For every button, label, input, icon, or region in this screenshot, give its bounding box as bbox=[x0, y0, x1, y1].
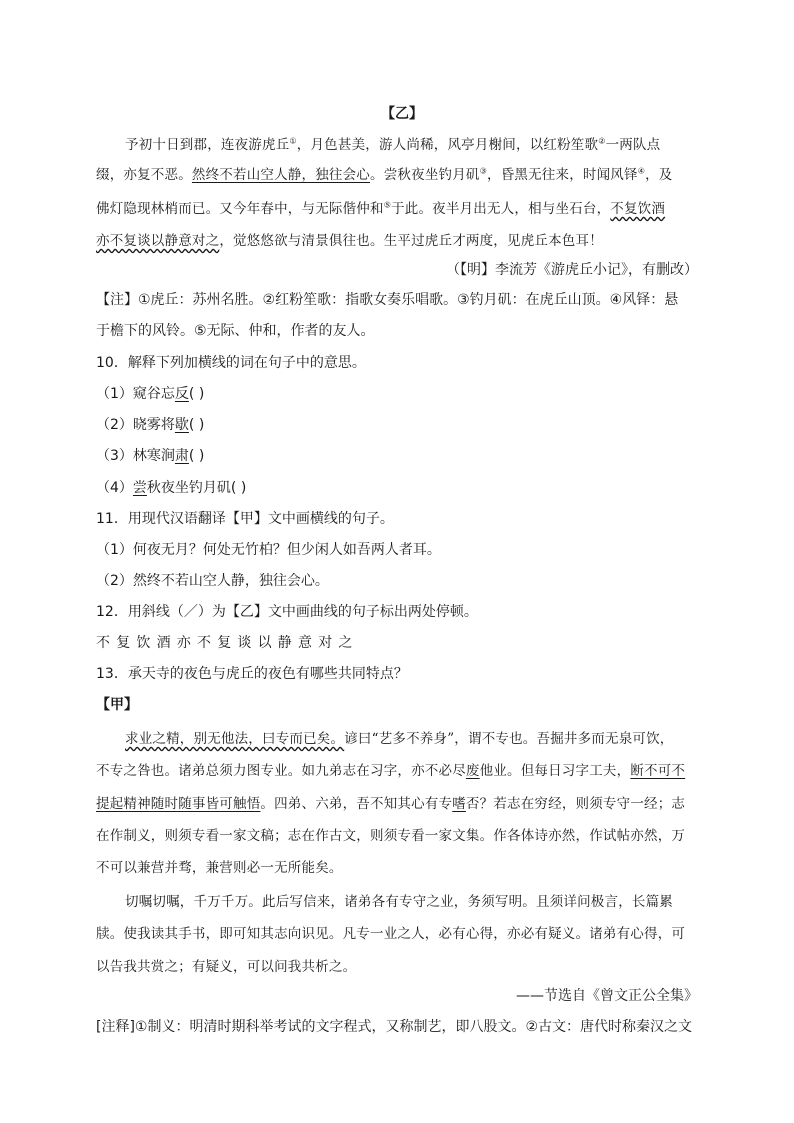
text-run: 谚曰“艺多不养身”，谓不专也。吾掘井多而无泉可饮， bbox=[344, 731, 674, 747]
question-10-item-1 bbox=[96, 383, 204, 403]
jia-line-4: 在作制义，则须专看一家文稿；志在作古文，则须专看一家文集。作各体诗亦然，作试帖亦然，万 bbox=[96, 828, 686, 844]
text-run: （2）晓雾将 bbox=[96, 417, 175, 433]
question-11-sentence-1: （1）何夜无月？何处无竹柏？但少闲人如吾两人者耳。 bbox=[96, 542, 441, 558]
underlined-sentence: 然终不若山空人静，独往会心 bbox=[191, 167, 371, 183]
text-run: 佛灯隐现林梢而已。又今年春中，与无际偕仲和 bbox=[96, 201, 384, 217]
text-run: ，及 bbox=[645, 167, 673, 183]
jia-line-6: 切嘱切嘱，千万千万。此后写信来，诸弟各有专守之业，务须写明。且须详问极言，长篇累 bbox=[125, 894, 673, 910]
text-run: 他业。但每日习字工夫， bbox=[479, 763, 631, 779]
footnote-marker: ④ bbox=[637, 166, 646, 176]
jia-line-2 bbox=[96, 759, 685, 779]
jia-source: ——节选自《曾文正公全集》 bbox=[516, 988, 698, 1004]
answer-blank: ( ) bbox=[188, 448, 205, 464]
text-run: 一两队点 bbox=[605, 137, 661, 153]
answer-blank: 秋夜坐钓月矶( ) bbox=[146, 480, 247, 496]
wavy-underlined-sentence: 不复饮酒 bbox=[610, 201, 666, 217]
target-word: 尝 bbox=[132, 480, 147, 496]
target-word: 嗜 bbox=[452, 796, 466, 812]
text-run: 予初十日到郡，连夜游虎丘 bbox=[125, 137, 290, 153]
yi-line-2 bbox=[96, 163, 672, 183]
jia-line-7: 牍。使我读其手书，即可知其志向识见。凡专一业之人，必有心得，亦必有疑义。诸弟有心得，可 bbox=[96, 926, 686, 942]
question-11-sentence-2: （2）然终不若山空人静，独往会心。 bbox=[96, 573, 329, 589]
wavy-underlined-sentence: 亦不复谈以静意对之 bbox=[96, 233, 220, 249]
jia-note: [注释]①制义：明清时期科举考试的文字程式，又称制艺，即八股文。②古文：唐代时称秦汉之文 bbox=[96, 1019, 693, 1035]
footnote-marker: ① bbox=[289, 136, 297, 146]
text-run: 缀，亦复不恶。 bbox=[96, 167, 192, 183]
jia-line-8: 以告我共赏之；有疑义，可以问我共析之。 bbox=[96, 959, 357, 975]
yi-line-4 bbox=[96, 229, 603, 249]
jia-line-3 bbox=[96, 792, 685, 812]
jia-line-1 bbox=[125, 727, 674, 747]
text-run: 于此。夜半月出无人，相与坐石台， bbox=[391, 201, 611, 217]
text-run: （3）林寒涧 bbox=[96, 448, 175, 464]
question-10-item-3 bbox=[96, 445, 204, 465]
target-word: 肃 bbox=[174, 448, 189, 464]
yi-line-1 bbox=[125, 133, 660, 153]
text-run: （1）窥谷忘 bbox=[96, 386, 175, 402]
text-run: ，觉悠悠欲与清景俱往也。生平过虎丘才两度，见虎丘本色耳！ bbox=[219, 233, 603, 249]
yi-source: （【明】李流芳《游虎丘小记》，有删改） bbox=[446, 262, 698, 278]
text-run: 不专之咎也。诸弟总须力图专业。如九弟志在习字，亦不必尽 bbox=[96, 763, 466, 779]
text-run: 。四弟、六弟，吾不知其心有专 bbox=[260, 796, 453, 812]
answer-blank: ( ) bbox=[188, 417, 205, 433]
answer-blank: ( ) bbox=[188, 386, 205, 402]
underlined-sentence: 提起精神随时随事皆可触悟 bbox=[96, 796, 261, 812]
question-10-stem: 10．解释下列加横线的词在句子中的意思。 bbox=[96, 355, 366, 371]
jia-line-5: 不可以兼营并骛，兼营则必一无所能矣。 bbox=[96, 860, 343, 876]
question-10-item-4 bbox=[96, 477, 246, 497]
question-10-item-2 bbox=[96, 414, 204, 434]
text-run: ，月色甚美，游人尚稀，风亭月榭间，以红粉笙歌 bbox=[296, 137, 599, 153]
text-run: 否？若志在穷经，则须专守一经；志 bbox=[465, 796, 686, 812]
text-run: 。尝秋夜坐钓月矶 bbox=[370, 167, 480, 183]
footnote-marker: ⑤ bbox=[383, 200, 392, 210]
question-12-sentence: 不复饮酒亦不复谈以静意对之 bbox=[96, 635, 359, 651]
question-11-stem: 11．用现代汉语翻译【甲】文中画横线的句子。 bbox=[96, 511, 394, 527]
footnote-marker: ③ bbox=[479, 166, 487, 176]
yi-note-line-2: 于檐下的风铃。⑤无际、仲和，作者的友人。 bbox=[96, 323, 375, 339]
question-13-stem: 13．承天寺的夜色与虎丘的夜色有哪些共同特点？ bbox=[96, 666, 408, 682]
target-word: 废 bbox=[465, 763, 480, 779]
target-word: 反 bbox=[174, 386, 189, 402]
text-run: （4） bbox=[96, 480, 133, 496]
yi-line-3 bbox=[96, 197, 665, 217]
jia-heading: 【甲】 bbox=[96, 697, 138, 713]
footnote-marker: ② bbox=[598, 136, 606, 146]
question-12-stem: 12．用斜线（／）为【乙】文中画曲线的句子标出两处停顿。 bbox=[96, 604, 478, 620]
wavy-underlined-sentence: 求业之精，别无他法，曰专而已矣。 bbox=[125, 731, 345, 747]
target-word: 歇 bbox=[174, 417, 189, 433]
yi-note-line-1: 【注】①虎丘：苏州名胜。②红粉笙歌：指歌女奏乐唱歌。③钓月矶：在虎丘山顶。④风铎：悬 bbox=[96, 292, 679, 308]
underlined-sentence: 断不可不 bbox=[630, 763, 686, 779]
yi-heading: 【乙】 bbox=[381, 106, 423, 122]
text-run: ，昏黑无往来，时闻风铎 bbox=[487, 167, 638, 183]
